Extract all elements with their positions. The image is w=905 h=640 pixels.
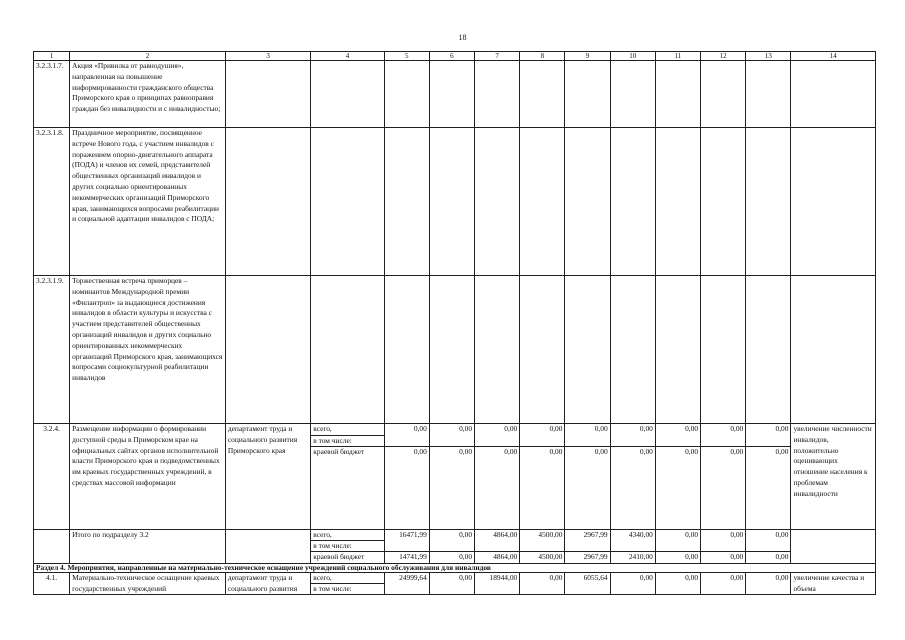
value-cell: 0,00 [701,530,746,552]
value-cell: 14741,99 [384,552,429,564]
table-row [34,424,876,436]
executor: департамент труда и социального развития Приморского края [225,424,310,530]
expected-result: увеличение качества и объема [791,572,876,595]
source-total: всего, [311,424,384,436]
value-cell: 0,00 [746,572,791,595]
table-row [34,276,876,424]
row-name: Праздничное мероприятие, посвященное встрече Нового года, с участием инвалидов с поражением опорно-двигательного аппарата (ПОДА) и членов их семей, представителей общественных организаций инвалидов и других социально ориентированных некоммерческих организаций Приморского края, занимающихся вопросами реабилитации и социальной адаптации инвалидов с ПОДА; [70,128,226,276]
value-cell: 0,00 [746,552,791,564]
value-cell: 0,00 [475,447,520,530]
page-number: 18 [458,33,467,42]
value-cell: 0,00 [610,572,655,595]
expected-result: увеличение численности инвалидов, положительно оценивающих отношение населения к проблемам инвалидности [791,424,876,530]
value-cell: 0,00 [701,447,746,530]
value-cell: 4340,00 [610,530,655,552]
value-cell: 0,00 [429,424,474,447]
value-cell: 4864,00 [475,530,520,552]
source-total: всего, [311,530,384,541]
row-name: Размещение информации о формировании доступной среды в Приморском крае на официальных сайтах органов исполнительной власти Приморского края и подведомственных им краевых государственных учреждений, в средствах массовой информации [70,424,226,530]
table-row [34,61,876,128]
section-heading: Раздел 4. Мероприятия, направленные на материально-техническое оснащение учреждений социального обслуживания для инвалидов [34,563,876,572]
col-header: 3 [225,52,310,61]
table-row [34,572,876,583]
col-header: 1 [34,52,70,61]
column-number-row [34,52,876,61]
value-cell: 6055,64 [565,572,610,595]
col-header: 12 [701,52,746,61]
row-name: Акция «Привилка от равнодушия», направленная на повышение информированности гражданского общества Приморского края о принципах равноправия граждан без инвалидности и с инвалидностью; [70,61,226,128]
row-code: 4.1. [34,572,70,595]
section-heading-row [34,563,876,572]
row-code: 3.2.4. [34,424,70,530]
value-cell: 0,00 [655,530,700,552]
col-header: 7 [475,52,520,61]
row-code: 3.2.3.1.8. [34,128,70,276]
value-cell: 24999,64 [384,572,429,595]
value-cell: 0,00 [565,447,610,530]
source-incl: в том числе: [311,541,384,552]
table-row [34,530,876,541]
value-cell: 18944,00 [475,572,520,595]
value-cell: 0,00 [655,552,700,564]
row-code: 3.2.3.1.9. [34,276,70,424]
value-cell: 0,00 [565,424,610,447]
value-cell: 4864,00 [475,552,520,564]
col-header: 13 [746,52,791,61]
value-cell: 0,00 [429,552,474,564]
value-cell: 2410,00 [610,552,655,564]
col-header: 11 [655,52,700,61]
table-row [34,128,876,276]
col-header: 2 [70,52,226,61]
source-total: всего, [311,572,384,583]
value-cell: 0,00 [610,447,655,530]
value-cell: 0,00 [520,424,565,447]
value-cell: 0,00 [746,447,791,530]
value-cell: 0,00 [701,552,746,564]
value-cell: 0,00 [701,572,746,595]
value-cell: 0,00 [655,447,700,530]
col-header: 10 [610,52,655,61]
source-budget: краевой бюджет [311,552,384,564]
value-cell: 0,00 [384,447,429,530]
value-cell: 2967,99 [565,552,610,564]
value-cell: 16471,99 [384,530,429,552]
value-cell: 0,00 [655,424,700,447]
row-code: 3.2.3.1.7. [34,61,70,128]
value-cell: 0,00 [701,424,746,447]
value-cell: 0,00 [429,572,474,595]
value-cell: 0,00 [429,530,474,552]
col-header: 6 [429,52,474,61]
col-header: 8 [520,52,565,61]
value-cell: 0,00 [655,572,700,595]
value-cell: 0,00 [520,572,565,595]
source-incl: в том числе: [311,436,384,447]
source-budget: краевой бюджет [311,447,384,530]
value-cell: 0,00 [429,447,474,530]
value-cell: 4500,00 [520,530,565,552]
value-cell: 0,00 [746,530,791,552]
col-header: 4 [311,52,384,61]
subtotal-label: Итого по подразделу 3.2 [70,530,226,564]
program-table [33,51,876,595]
row-name: Торжественная встреча приморцев – номинантов Международной премии «Филантроп» за выдающиеся достижения инвалидов в области культуры и искусства с участием представителей общественных организаций инвалидов и других социально ориентированных некоммерческих организаций Приморского края, занимающихся вопросами социокультурной реабилитации инвалидов [70,276,226,424]
col-header: 9 [565,52,610,61]
col-header: 5 [384,52,429,61]
executor: департамент труда и социального развития [225,572,310,595]
col-header: 14 [791,52,876,61]
value-cell: 0,00 [610,424,655,447]
value-cell: 2967,99 [565,530,610,552]
value-cell: 4500,00 [520,552,565,564]
value-cell: 0,00 [475,424,520,447]
source-incl: в том числе: [311,584,384,595]
row-name: Материально-техническое оснащение краевых государственных учреждений [70,572,226,595]
value-cell: 0,00 [520,447,565,530]
value-cell: 0,00 [746,424,791,447]
value-cell: 0,00 [384,424,429,447]
